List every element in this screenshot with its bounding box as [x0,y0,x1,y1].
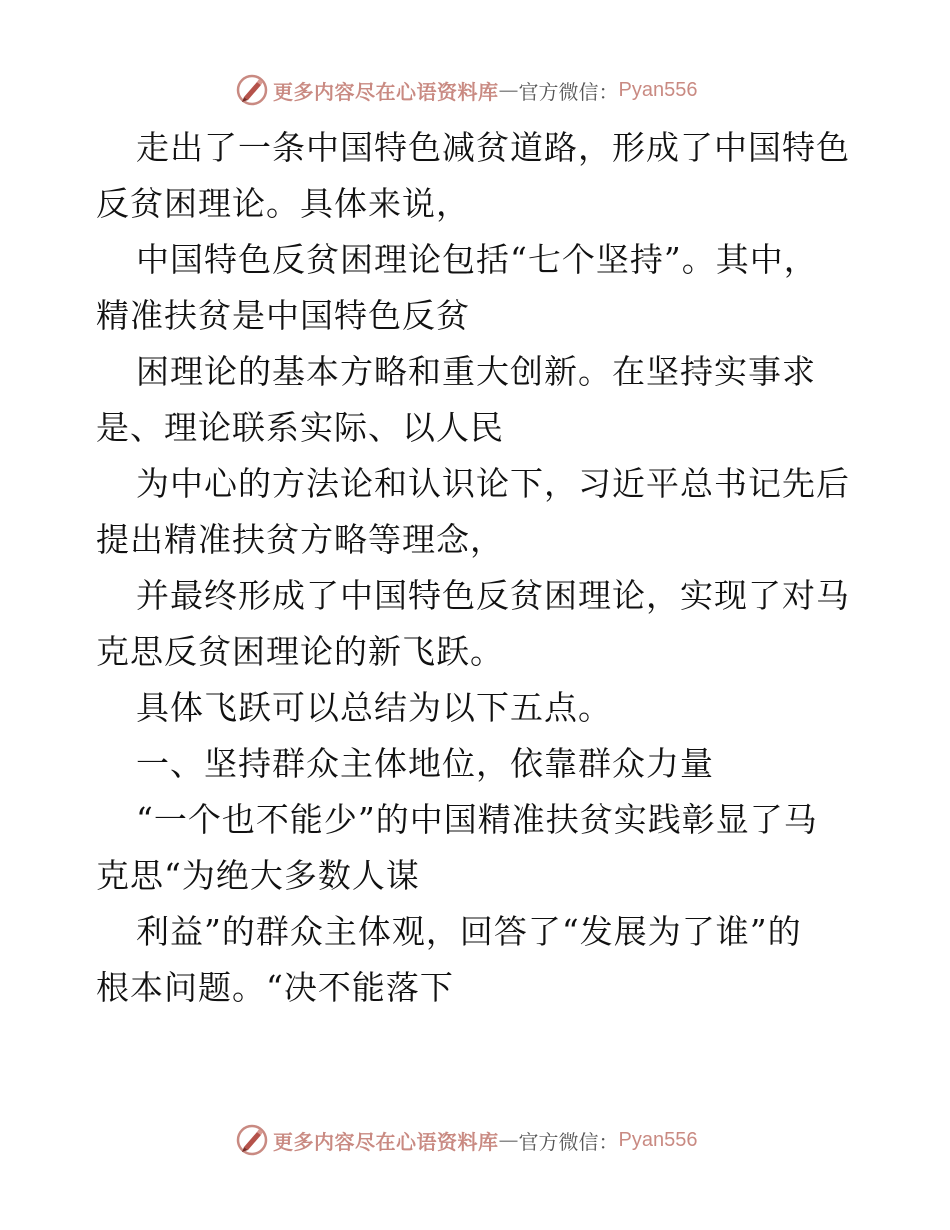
text-line: 困理论的基本方略和重大创新。在坚持实事求 [136,352,816,391]
text-line: 克思反贫困理论的新飞跃。 [96,632,504,671]
text-line: 中国特色反贫困理论包括“七个坚持”。其中， [136,240,818,279]
text-line: 走出了一条中国特色减贫道路，形成了中国特色 [136,128,850,167]
watermark-wechat-id: Pyan556 [618,1128,698,1151]
text-line: 是、理论联系实际、以人民 [96,408,504,447]
text-line: 根本问题。“决不能落下 [96,968,454,1007]
watermark-dash: — [498,78,519,102]
text-line: 利益”的群众主体观，回答了“发展为了谁”的 [136,912,802,951]
text-line: “一个也不能少”的中国精准扶贫实践彰显了马 [136,800,818,839]
text-line: 具体飞跃可以总结为以下五点。 [136,688,612,727]
watermark-wechat-label: 官方微信： [518,79,619,104]
document-body [96,120,856,1016]
section-heading: 一、坚持群众主体地位，依靠群众力量 [136,744,714,783]
footer-watermark [235,1122,697,1158]
pen-logo-icon [235,1123,269,1157]
watermark-text: 更多内容尽在心语资料库 [273,1129,499,1154]
watermark-wechat-label: 官方微信： [518,1129,619,1154]
header-watermark [235,72,697,108]
pen-logo-icon [235,73,269,107]
watermark-text: 更多内容尽在心语资料库 [273,79,499,104]
text-line: 并最终形成了中国特色反贫困理论，实现了对马 [136,576,850,615]
text-line: 精准扶贫是中国特色反贫 [96,296,470,335]
text-line: 为中心的方法论和认识论下，习近平总书记先后 [136,464,850,503]
watermark-dash: — [498,1128,519,1152]
text-line: 反贫困理论。具体来说， [96,184,470,223]
text-line: 提出精准扶贫方略等理念， [96,520,504,559]
watermark-wechat-id: Pyan556 [618,78,698,101]
text-line: 克思“为绝大多数人谋 [96,856,420,895]
